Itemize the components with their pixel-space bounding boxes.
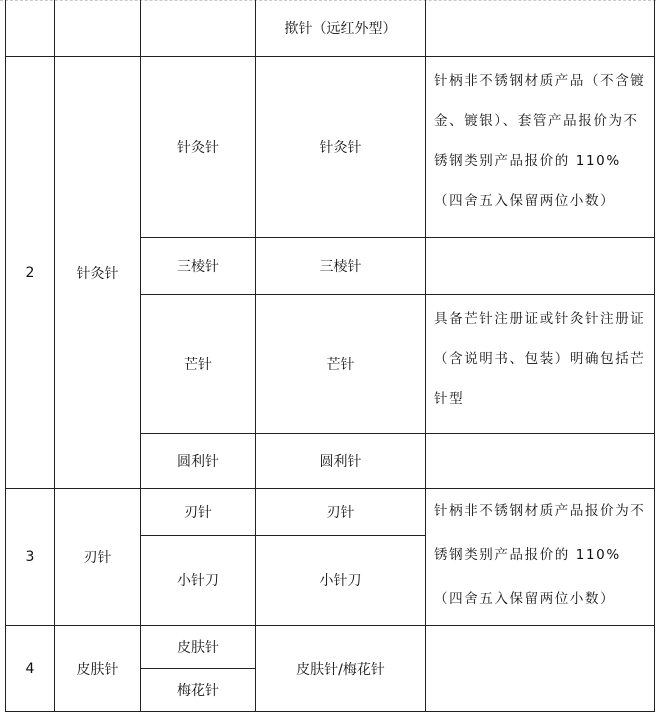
needle-pricing-table [5,0,655,712]
spec-cell: 针灸针 [256,57,426,238]
spec-cell: 皮肤针/梅花针 [256,626,426,712]
note-cell: 针柄非不锈钢材质产品报价为不锈钢类别产品报价的 110%（四舍五入保留两位小数） [426,489,655,626]
product-name-cell: 芒针 [141,295,256,434]
spec-cell: 刃针 [256,489,426,536]
product-name-cell: 小针刀 [141,535,256,625]
spec-cell: 三棱针 [256,238,426,295]
table-row [6,0,655,57]
category-cell: 刃针 [55,489,141,626]
spec-cell: 小针刀 [256,535,426,625]
note-cell [426,626,655,712]
product-name-cell: 圆利针 [141,434,256,489]
index-cell: 2 [6,57,55,489]
note-cell [426,434,655,489]
index-cell: 4 [6,626,55,712]
note-cell [426,0,655,57]
note-cell: 具备芒针注册证或针灸针注册证（含说明书、包装）明确包括芒针型 [426,295,655,434]
product-name-cell: 三棱针 [141,238,256,295]
product-name-cell: 针灸针 [141,57,256,238]
product-name-cell [141,0,256,57]
note-cell: 针柄非不锈钢材质产品（不含镀金、镀银）、套管产品报价为不锈钢类别产品报价的 110%（四舍五入保留两位小数） [426,57,655,238]
product-name-cell: 梅花针 [141,669,256,712]
index-cell: 3 [6,489,55,626]
category-cell: 皮肤针 [55,626,141,712]
table-row [6,489,655,536]
spec-cell: 圆利针 [256,434,426,489]
product-name-cell: 刃针 [141,489,256,536]
spec-cell: 揿针（远红外型） [256,0,426,57]
note-cell [426,238,655,295]
spec-cell: 芒针 [256,295,426,434]
table-row [6,57,655,238]
index-cell [6,0,55,57]
category-cell [55,0,141,57]
product-name-cell: 皮肤针 [141,626,256,669]
table-row [6,626,655,669]
category-cell: 针灸针 [55,57,141,489]
